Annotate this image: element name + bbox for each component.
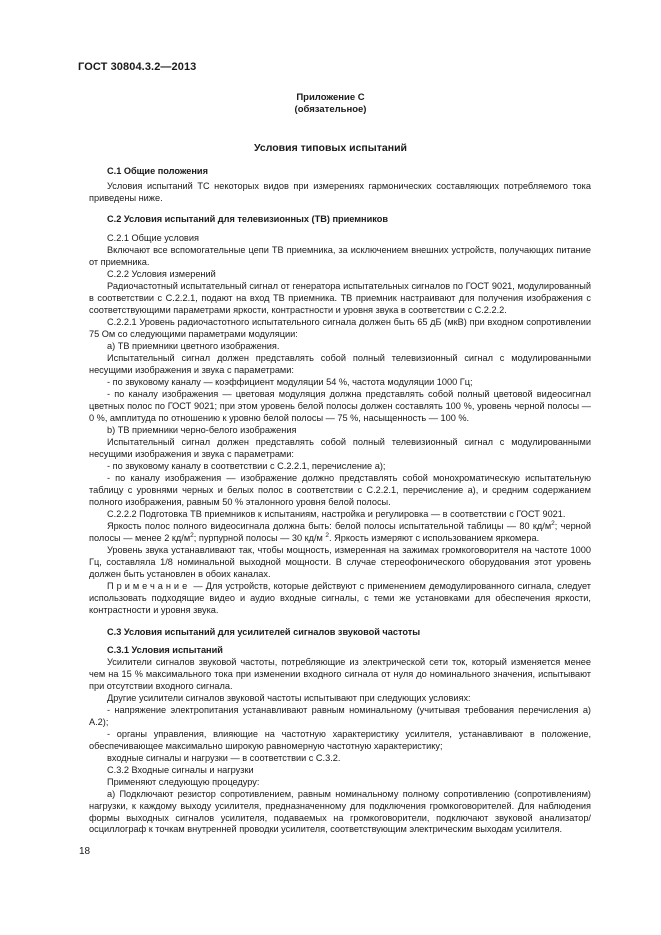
appendix-title: Приложение С bbox=[296, 92, 365, 103]
note-text: — Для устройств, которые действуют с применением демодулированного сигнала, следует использовать подходящие видео и аудио входные сигналы, с теми же установками для обеспечения яркости, контрастности и уровня звука. bbox=[89, 581, 591, 615]
list-item-b-signal: Испытательный сигнал должен представлять собой полный телевизионный сигнал с модулированными несущими изображения и звука с параметрами: bbox=[89, 437, 591, 459]
subsection-c22-title: С.2.2 Условия измерений bbox=[107, 269, 216, 279]
subsection-c32-title: С.3.2 Входные сигналы и нагрузки bbox=[107, 765, 254, 775]
paragraph-rf-signal: Радиочастотный испытательный сигнал от генератора испытательных сигналов по ГОСТ 9021, модулированный в соответствии с С.2.2.1, подают на вход ТВ приемника. ТВ приемник настраивают для получения изображения с соответствующими параметрами яркости, контрастности и уровня звука в соответствии с С.2.2.2. bbox=[89, 281, 591, 315]
list-item-a-signal: Испытательный сигнал должен представлять собой полный телевизионный сигнал с модулированными несущими изображения и звука с параметрами: bbox=[89, 353, 591, 375]
brightness-text-1: Яркость полос полного видеосигнала должна быть: белой полосы испытательной таблицы — 80 кд/м bbox=[107, 521, 552, 531]
paragraph-c222: С.2.2.2 Подготовка ТВ приемников к испытаниям, настройка и регулировка — в соответствии с ГОСТ 9021. bbox=[107, 509, 566, 519]
note-label: Примечание bbox=[107, 581, 191, 591]
section-c3-heading: С.3 Условия испытаний для усилителей сигналов звуковой частоты bbox=[107, 627, 421, 637]
section-c2-heading: С.2 Условия испытаний для телевизионных (ТВ) приемников bbox=[107, 214, 388, 224]
list-item-b-image: - по каналу изображения — изображение должно представлять собой монохроматическую испытательную таблицу с уровнями черных и белых полос в соответствии с С.2.2.1, перечисление а), и средним содержанием полного изображения, равным 50 % эталонного уровня белой полосы. bbox=[89, 473, 591, 507]
paragraph-procedure: Применяют следующую процедуру: bbox=[107, 777, 260, 787]
paragraph-c31-amplifiers: Усилители сигналов звуковой частоты, потребляющие из электрической сети ток, который изменяется менее чем на 15 % максимального тока при изменении входного сигнала от нуля до номинального значения, испытывают при отсутствии входного сигнала. bbox=[89, 657, 591, 691]
paragraph-sound-level: Уровень звука устанавливают так, чтобы мощность, измеренная на зажимах громкоговорителя на частоте 1000 Гц, составляла 1/8 номинальной выходной мощности. В случае стереофонического оборудования этот уровень должен быть установлен в обоих каналах. bbox=[89, 545, 591, 579]
page-number: 18 bbox=[79, 846, 91, 857]
paragraph-c221: С.2.2.1 Уровень радиочастотного испытательного сигнала должен быть 65 дБ (мкВ) при входном сопротивлении 75 Ом со следующими параметрами модуляции: bbox=[89, 317, 591, 339]
paragraph-other-amplifiers: Другие усилители сигналов звуковой частоты испытывают при следующих условиях: bbox=[107, 693, 471, 703]
subsection-c21-title: С.2.1 Общие условия bbox=[107, 233, 199, 243]
subsection-c31-title: С.3.1 Условия испытаний bbox=[107, 645, 223, 655]
superscript-2: 2 bbox=[325, 531, 330, 539]
note bbox=[89, 581, 591, 616]
section-c1-text: Условия испытаний ТС некоторых видов при измерениях гармонических составляющих потребляемого тока приведены ниже. bbox=[89, 181, 591, 203]
list-item-b-sound: - по звуковому каналу в соответствии с С.2.2.1, перечисление а); bbox=[107, 461, 386, 471]
list-item-a-image: - по каналу изображения — цветовая модуляция должна представлять собой полный цветовой видеосигнал цветных полос по ГОСТ 9021; при этом уровень белой полосы должен составлять 100 %, уровень черной полосы — 0 %, амплитуда по отношению к уровню белой полосы — 75 %, насыщенность — 100 %. bbox=[89, 389, 591, 423]
list-item-controls: - органы управления, влияющие на частотную характеристику усилителя, устанавливают в положение, обеспечивающее максимально широкую равномерную частотную характеристику; bbox=[89, 729, 591, 751]
list-item-a-title: a) ТВ приемники цветного изображения. bbox=[107, 341, 280, 351]
list-item-voltage: - напряжение электропитания устанавливают равным номинальному (учитывая требования перечисления а) А.2); bbox=[89, 705, 591, 727]
list-item-a-sound: - по звуковому каналу — коэффициент модуляции 54 %, частота модуляции 1000 Гц; bbox=[107, 377, 473, 387]
paragraph-inputs-loads: входные сигналы и нагрузки — в соответствии с С.3.2. bbox=[107, 753, 341, 763]
paragraph-resistor: а) Подключают резистор сопротивлением, равным номинальному полному сопротивлению (сопротивлениям) нагрузки, к каждому выходу усилителя, предназначенному для подключения громкоговорителей. Для наблюдения формы выходных сигналов усилителя, подаваемых на громкоговорители, подключают звуковой анализатор/осциллограф к точкам внутренней проводки усилителя, соответствующим электрическим выходам усилителя. bbox=[89, 789, 591, 835]
superscript-2: 2 bbox=[551, 519, 555, 527]
appendix-status: (обязательное) bbox=[294, 104, 367, 115]
list-item-b-title: b) ТВ приемники черно-белого изображения bbox=[107, 425, 297, 435]
brightness-text-2: ; черной полосы — менее 2 кд/м bbox=[89, 521, 591, 543]
paragraph-auxiliary-circuits: Включают все вспомогательные цепи ТВ приемника, за исключением внешних устройств, получающих питание от приемника. bbox=[89, 245, 591, 267]
superscript-2: 2 bbox=[190, 531, 194, 539]
paragraph-brightness bbox=[89, 521, 591, 545]
brightness-text-3: ; пурпурной полосы — 30 кд/м bbox=[193, 532, 326, 543]
standard-header: ГОСТ 30804.3.2—2013 bbox=[78, 61, 197, 73]
brightness-text-4: . Яркость измеряют с использованием яркомера. bbox=[329, 532, 540, 543]
section-c1-heading: С.1 Общие положения bbox=[107, 166, 208, 176]
main-title: Условия типовых испытаний bbox=[254, 142, 407, 154]
